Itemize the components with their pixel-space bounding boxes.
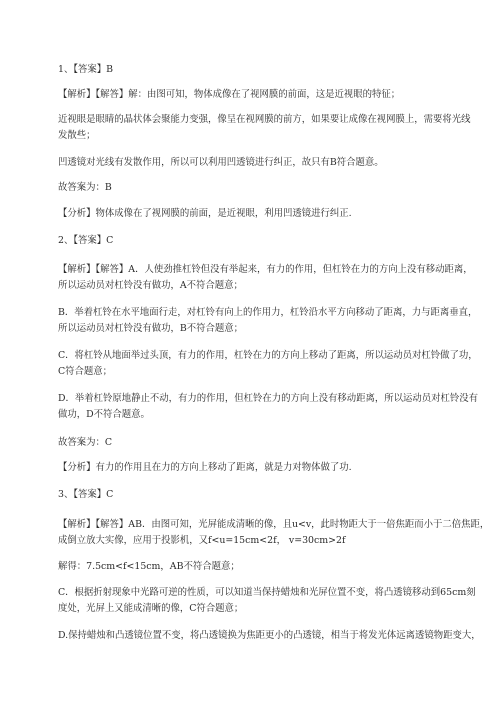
- text-line: B．举着杠铃在水平地面行走，对杠铃有向上的作用力，杠铃沿水平方向移动了距离，力与距离垂直，: [58, 307, 478, 318]
- analysis-3-c: [58, 585, 478, 617]
- answer-3-heading: [58, 487, 478, 503]
- text-line: 故答案为：B: [58, 182, 112, 193]
- text-line: 【解析】【解答】A．人使劲推杠铃但没有举起来，有力的作用，但杠铃在力的方向上没有移动距离，: [58, 264, 473, 275]
- text-line: C．根据折射现象中光路可逆的性质，可以知道当保持蜡烛和光屏位置不变，将凸透镜移动到65cm刻: [58, 587, 476, 598]
- text-line: 【解析】【解答】AB．由图可知，光屏能成清晰的像，且u<v，此时物距大于一倍焦距而小于二倍焦距，: [58, 519, 490, 530]
- explanation-1: [58, 112, 478, 144]
- text-line: C符合题意；: [58, 366, 113, 377]
- text-line: D．举着杠铃原地静止不动，有力的作用，但杠铃在力的方向上没有移动距离，所以运动员对杠铃没有: [58, 393, 479, 404]
- text-line: 成倒立放大实像，应用于投影机，又f<u=15cm<2f， v=30cm>2f: [58, 535, 346, 546]
- text-line: 度处，光屏上又能成清晰的像，C符合题意；: [58, 603, 244, 614]
- final-answer-2: [58, 435, 478, 451]
- summary-1: [58, 206, 478, 222]
- text-line: 故答案为：C: [58, 437, 113, 448]
- analysis-3-d: [58, 628, 481, 644]
- analysis-2-a: [58, 262, 478, 294]
- text-line: 做功，D不符合题意。: [58, 409, 150, 420]
- answer-1-heading: [58, 62, 478, 78]
- text-line: 解得：7.5cm<f<15cm，AB不符合题意；: [58, 561, 240, 572]
- final-answer-1: [58, 180, 478, 196]
- text-line: 【分析】有力的作用且在力的方向上移动了距离，就是力对物体做了功.: [58, 462, 352, 473]
- text-line: 所以运动员对杠铃没有做功，A不符合题意；: [58, 280, 243, 291]
- text-line: C．将杠铃从地面举过头顶，有力的作用，杠铃在力的方向上移动了距离，所以运动员对杠铃做了功，: [58, 350, 478, 361]
- text-line: 近视眼是眼睛的晶状体会聚能力变强，像呈在视网膜的前方，如果要让成像在视网膜上，需要将光线: [58, 114, 471, 125]
- text-line: D.保持蜡烛和凸透镜位置不变，将凸透镜换为焦距更小的凸透镜，相当于将发光体远离透镜物距变大，: [58, 630, 481, 641]
- answer-2-heading: [58, 233, 478, 249]
- analysis-2-b: [58, 305, 478, 337]
- analysis-2-c: [58, 348, 478, 380]
- text-line: 凹透镜对光线有发散作用，所以可以利用凹透镜进行纠正，故只有B符合题意。: [58, 157, 384, 168]
- text-line: 【分析】物体成像在了视网膜的前面，是近视眼，利用凹透镜进行纠正.: [58, 208, 352, 219]
- text-line: 2、【答案】C: [58, 235, 114, 246]
- text-line: 3、【答案】C: [58, 489, 114, 500]
- text-line: 【解析】【解答】解：由图可知，物体成像在了视网膜的前面，这是近视眼的特征；: [58, 89, 401, 100]
- analysis-3-ab: [58, 517, 490, 549]
- solution-3: [58, 559, 478, 575]
- analysis-2-d: [58, 391, 478, 423]
- text-line: 所以运动员对杠铃没有做功，B不符合题意；: [58, 323, 244, 334]
- text-line: 发散些；: [58, 130, 96, 141]
- analysis-1: [58, 87, 478, 103]
- summary-2: [58, 460, 478, 476]
- explanation-1b: [58, 155, 478, 171]
- text-line: 1、【答案】B: [58, 64, 114, 75]
